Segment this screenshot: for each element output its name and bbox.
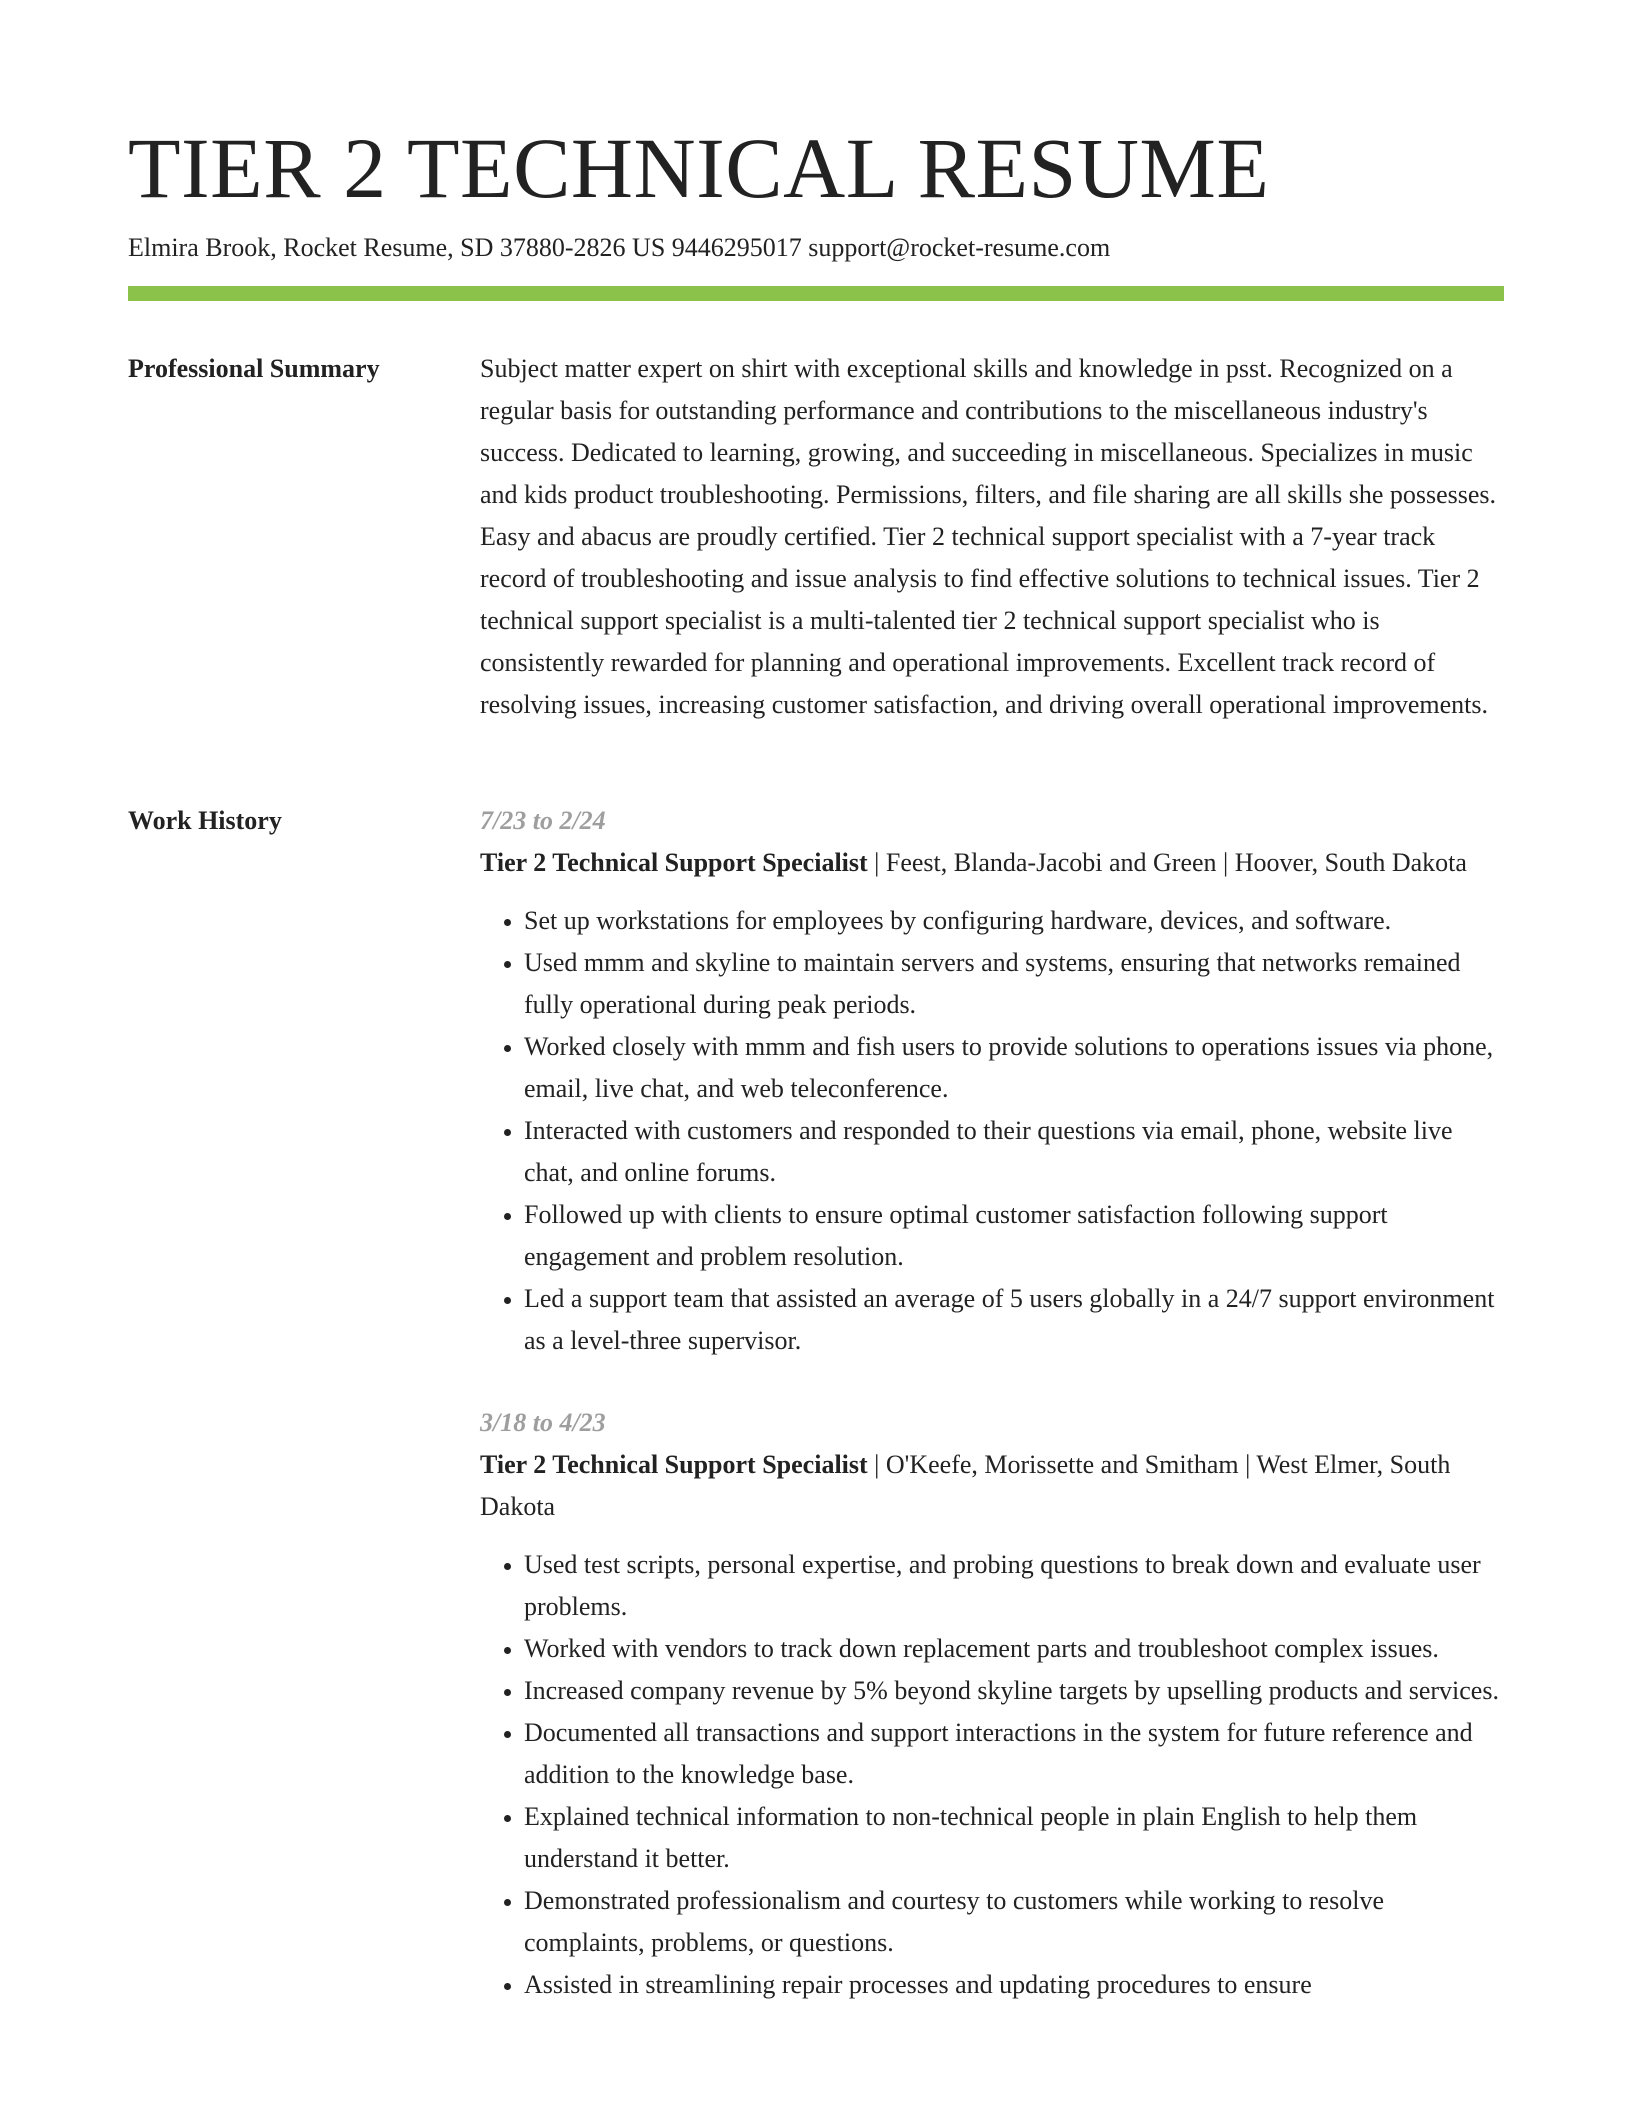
job-title: Tier 2 Technical Support Specialist [480,1450,868,1479]
job-bullets [480,1544,1504,2006]
job-dates: 7/23 to 2/24 [480,806,606,835]
work-history-body [480,800,1504,2046]
summary-body [480,348,1504,726]
summary-heading: Professional Summary [128,354,380,383]
job-bullet: • Used mmm and skyline to maintain servers and systems, ensuring that networks remained fully operational during peak periods. [524,942,1504,1026]
job-bullet: • Documented all transactions and support interactions in the system for future reference and addition to the knowledge base. [524,1712,1504,1796]
contact-line: Elmira Brook, Rocket Resume, SD 37880-2826 US 9446295017 support@rocket-resume.com [128,233,1111,262]
job-bullet: • Worked closely with mmm and fish users to provide solutions to operations issues via phone, email, live chat, and web teleconference. [524,1026,1504,1110]
job-entry [480,1402,1504,2006]
job-title-line [480,842,1504,884]
job-bullet: • Used test scripts, personal expertise, and probing questions to break down and evaluate user problems. [524,1544,1504,1628]
job-details: | Feest, Blanda-Jacobi and Green | Hoover, South Dakota [867,848,1467,877]
job-bullet: • Assisted in streamlining repair processes and updating procedures to ensure [524,1964,1504,2006]
job-bullet: • Explained technical information to non-technical people in plain English to help them understand it better. [524,1796,1504,1880]
job-bullet: • Interacted with customers and responded to their questions via email, phone, website live chat, and online forums. [524,1110,1504,1194]
work-history-heading: Work History [128,806,282,835]
job-bullet: • Led a support team that assisted an average of 5 users globally in a 24/7 support environment as a level-three supervisor. [524,1278,1504,1362]
job-bullet: • Demonstrated professionalism and courtesy to customers while working to resolve complaints, problems, or questions. [524,1880,1504,1964]
job-dates: 3/18 to 4/23 [480,1408,606,1437]
job-title: Tier 2 Technical Support Specialist [480,848,868,877]
job-details: | O'Keefe, Morissette and Smitham | West Elmer, South Dakota [480,1450,1451,1521]
job-bullet: • Increased company revenue by 5% beyond skyline targets by upselling products and services. [524,1670,1504,1712]
summary-text: Subject matter expert on shirt with exceptional skills and knowledge in psst. Recognized on a regular basis for outstanding performance and contributions to the miscellaneous industry's success. Dedicated to learning, growing, and succeeding in miscellaneous. Specializes in music and kids product troubleshooting. Permissions, filters, and file sharing are all skills she possesses. Easy and abacus are proudly certified. Tier 2 technical support specialist with a 7-year track record of troubleshooting and issue analysis to find effective solutions to technical issues. Tier 2 technical support specialist is a multi-talented tier 2 technical support specialist who is consistently rewarded for planning and operational improvements. Excellent track record of resolving issues, increasing customer satisfaction, and driving overall operational improvements. [480,354,1497,719]
job-bullet: • Set up workstations for employees by configuring hardware, devices, and software. [524,900,1504,942]
header-divider [128,286,1504,301]
job-entry [480,800,1504,1362]
job-title-line [480,1444,1504,1528]
job-bullets [480,900,1504,1362]
resume-title: TIER 2 TECHNICAL RESUME [128,120,1270,216]
job-bullet: • Worked with vendors to track down replacement parts and troubleshoot complex issues. [524,1628,1504,1670]
job-bullet: • Followed up with clients to ensure optimal customer satisfaction following support engagement and problem resolution. [524,1194,1504,1278]
